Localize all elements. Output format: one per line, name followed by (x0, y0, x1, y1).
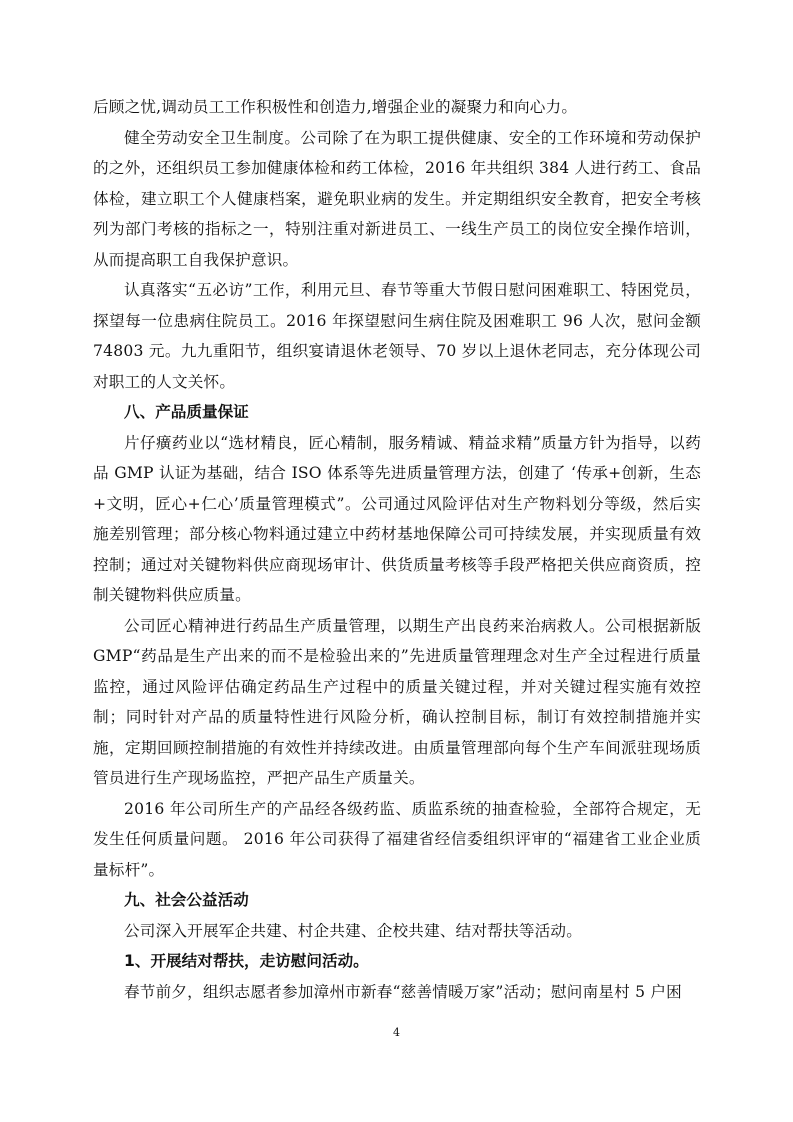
document-body (93, 92, 701, 1007)
paragraph: 2016 年公司所生产的产品经各级药监、质监系统的抽查检验，全部符合规定，无发生任何质量问题。 2016 年公司获得了福建省经信委组织评审的“福建省工业企业质量标杆”。 (93, 799, 701, 879)
paragraph: 认真落实“五必访”工作，利用元旦、春节等重大节假日慰问困难职工、特困党员，探望每一位患病住院员工。2016 年探望慰问生病住院及困难职工 96 人次，慰问金额 74803 元。九九重阳节，组织宴请退休老领导、70 岁以上退休老同志，充分体现公司对职工的人文关怀。 (93, 281, 701, 391)
paragraph: 公司深入开展军企共建、村企共建、企校共建、结对帮扶等活动。 (124, 921, 583, 940)
paragraph: 公司匠心精神进行药品生产质量管理，以期生产出良药来治病救人。公司根据新版 GMP“药品是生产出来的而不是检验出来的”先进质量管理理念对生产全过程进行质量监控，通过风险评估确定药品生产过程中的质量关键过程，并对关键过程实施有效控制；同时针对产品的质量特性进行风险分析，确认控制目标，制订有效控制措施并实施，定期回顾控制措施的有效性并持续改进。由质量管理部向每个生产车间派驻现场质管员进行生产现场监控，严把产品生产质量关。 (93, 616, 701, 787)
paragraph: 健全劳动安全卫生制度。公司除了在为职工提供健康、安全的工作环境和劳动保护的之外，还组织员工参加健康体检和药工体检，2016 年共组织 384 人进行药工、食品体检，建立职工个人健康档案，避免职业病的发生。并定期组织安全教育，把安全考核列为部门考核的指标之一，特别注重对新进员工、一线生产员工的岗位安全操作培训，从而提高职工自我保护意识。 (93, 128, 701, 269)
section-heading: 八、产品质量保证 (124, 403, 249, 421)
paragraph: 后顾之忧,调动员工工作积极性和创造力,增强企业的凝聚力和向心力。 (93, 98, 578, 116)
section-heading: 九、社会公益活动 (124, 891, 249, 909)
paragraph: 春节前夕，组织志愿者参加漳州市新春“慈善情暖万家”活动；慰问南星村 5 户困 (124, 982, 682, 1001)
subsection-heading: 1、开展结对帮扶，走访慰问活动。 (124, 952, 369, 970)
page-number: 4 (393, 1026, 400, 1039)
paragraph: 片仔癀药业以“选材精良，匠心精制，服务精诚、精益求精”质量方针为指导，以药品 GMP 认证为基础，结合 ISO 体系等先进质量管理方法，创建了 ‘传承+创新，生态+文明，匠心+仁心’质量管理模式”。公司通过风险评估对生产物料划分等级，然后实施差别管理；部分核心物料通过建立中药材基地保障公司可持续发展，并实现质量有效控制；通过对关键物料供应商现场审计、供货质量考核等手段严格把关供应商资质，控制关键物料供应质量。 (93, 433, 701, 604)
